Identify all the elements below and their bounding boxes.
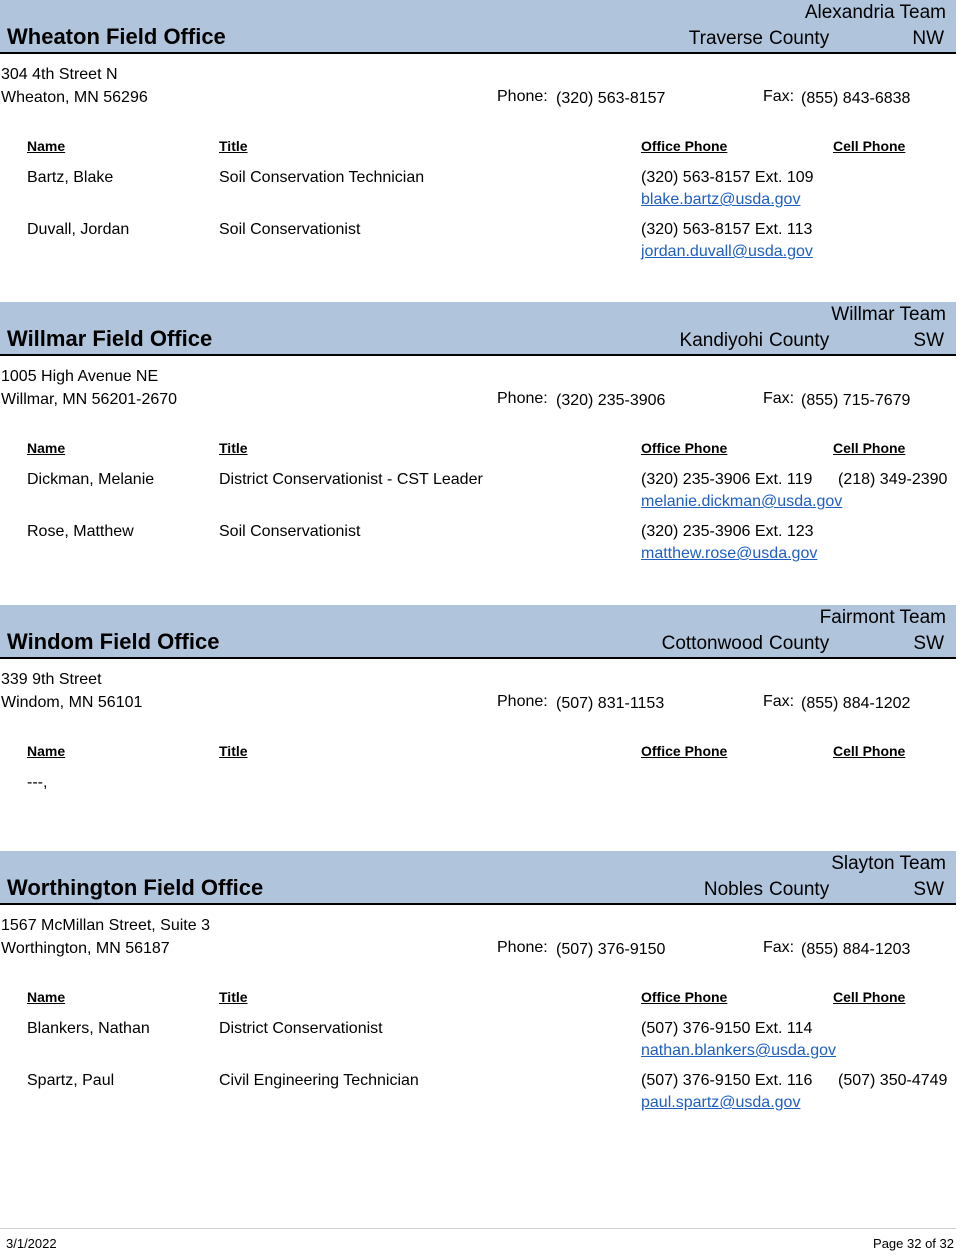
office-header [0,0,956,54]
phone-label: Phone: [497,939,548,956]
office-name: Worthington Field Office [7,875,264,900]
staff-email-link[interactable]: matthew.rose@usda.gov [641,545,818,562]
address-line-1: 339 9th Street [1,671,102,688]
staff-email-link[interactable]: blake.bartz@usda.gov [641,191,801,208]
office-header [0,851,956,905]
county-name: Kandiyohi [679,330,763,351]
column-header-title: Title [219,138,248,154]
staff-name: Blankers, Nathan [27,1020,150,1037]
staff-title: Civil Engineering Technician [219,1072,419,1089]
phone-label: Phone: [497,693,548,710]
staff-title: Soil Conservationist [219,221,361,238]
address-line-2: Wheaton, MN 56296 [1,89,148,106]
staff-row [0,169,956,221]
county-name: Traverse [688,28,763,49]
office-name: Wheaton Field Office [7,24,226,49]
staff-row [0,1072,956,1124]
region-code: SW [913,633,944,654]
office-phone-number: (320) 235-3906 [556,392,666,409]
staff-cell-phone: (507) 350-4749 [838,1072,948,1089]
staff-name: Rose, Matthew [27,523,134,540]
footer-divider [0,1228,956,1229]
address-line-2: Worthington, MN 56187 [1,940,170,957]
team-name: Alexandria Team [804,2,946,23]
column-header-cell-phone: Cell Phone [833,989,906,1005]
column-header-office-phone: Office Phone [641,440,728,456]
office-section [0,302,956,602]
staff-row [0,774,956,826]
team-name: Fairmont Team [819,607,946,628]
column-header-cell-phone: Cell Phone [833,743,906,759]
staff-office-phone: (320) 563-8157 Ext. 109 [641,169,814,186]
region-code: NW [912,28,944,49]
staff-office-phone: (320) 235-3906 Ext. 123 [641,523,814,540]
column-header-title: Title [219,743,248,759]
staff-row [0,1020,956,1072]
staff-email-link[interactable]: paul.spartz@usda.gov [641,1094,801,1111]
fax-number: (855) 884-1203 [801,941,911,958]
staff-email-link[interactable]: nathan.blankers@usda.gov [641,1042,837,1059]
column-header-office-phone: Office Phone [641,138,728,154]
staff-title: District Conservationist - CST Leader [219,471,483,488]
staff-name: ---, [27,774,48,791]
team-name: Slayton Team [831,853,946,874]
office-section [0,851,956,1151]
county-label: County [769,28,830,49]
office-phone-number: (320) 563-8157 [556,90,666,107]
fax-number: (855) 715-7679 [801,392,911,409]
column-header-cell-phone: Cell Phone [833,138,906,154]
office-header [0,302,956,356]
column-header-name: Name [27,138,66,154]
address-line-2: Willmar, MN 56201-2670 [1,391,178,408]
footer-date: 3/1/2022 [6,1236,57,1251]
column-header-office-phone: Office Phone [641,989,728,1005]
fax-label: Fax: [763,693,795,710]
county-name: Cottonwood [661,633,763,654]
staff-row [0,471,956,523]
address-line-1: 1567 McMillan Street, Suite 3 [1,917,210,934]
column-header-cell-phone: Cell Phone [833,440,906,456]
staff-name: Bartz, Blake [27,169,114,186]
staff-row [0,523,956,575]
staff-email-link[interactable]: jordan.duvall@usda.gov [641,243,813,260]
column-header-title: Title [219,440,248,456]
staff-title: District Conservationist [219,1020,383,1037]
office-name: Willmar Field Office [7,326,213,351]
county-label: County [769,879,830,900]
column-header-name: Name [27,440,66,456]
column-header-title: Title [219,989,248,1005]
staff-name: Duvall, Jordan [27,221,130,238]
fax-label: Fax: [763,390,795,407]
region-code: SW [913,330,944,351]
staff-cell-phone: (218) 349-2390 [838,471,948,488]
fax-label: Fax: [763,88,795,105]
staff-office-phone: (320) 235-3906 Ext. 119 [641,471,813,488]
region-code: SW [913,879,944,900]
county-label: County [769,330,830,351]
column-header-name: Name [27,743,66,759]
staff-email-link[interactable]: melanie.dickman@usda.gov [641,493,843,510]
staff-office-phone: (320) 563-8157 Ext. 113 [641,221,813,238]
column-header-office-phone: Office Phone [641,743,728,759]
office-phone-number: (507) 831-1153 [556,695,665,712]
office-name: Windom Field Office [7,629,220,654]
staff-title: Soil Conservationist [219,523,361,540]
staff-office-phone: (507) 376-9150 Ext. 114 [641,1020,813,1037]
address-line-1: 1005 High Avenue NE [1,368,159,385]
address-line-1: 304 4th Street N [1,66,118,83]
county-label: County [769,633,830,654]
phone-label: Phone: [497,390,548,407]
team-name: Willmar Team [831,304,946,325]
office-phone-number: (507) 376-9150 [556,941,666,958]
fax-label: Fax: [763,939,795,956]
staff-name: Dickman, Melanie [27,471,155,488]
phone-label: Phone: [497,88,548,105]
address-line-2: Windom, MN 56101 [1,694,143,711]
footer-page-number: Page 32 of 32 [873,1236,954,1251]
county-name: Nobles [703,879,763,900]
staff-name: Spartz, Paul [27,1072,115,1089]
fax-number: (855) 884-1202 [801,695,911,712]
staff-office-phone: (507) 376-9150 Ext. 116 [641,1072,813,1089]
office-header [0,605,956,659]
staff-title: Soil Conservation Technician [219,169,425,186]
office-section [0,0,956,300]
fax-number: (855) 843-6838 [801,90,911,107]
staff-row [0,221,956,273]
column-header-name: Name [27,989,66,1005]
